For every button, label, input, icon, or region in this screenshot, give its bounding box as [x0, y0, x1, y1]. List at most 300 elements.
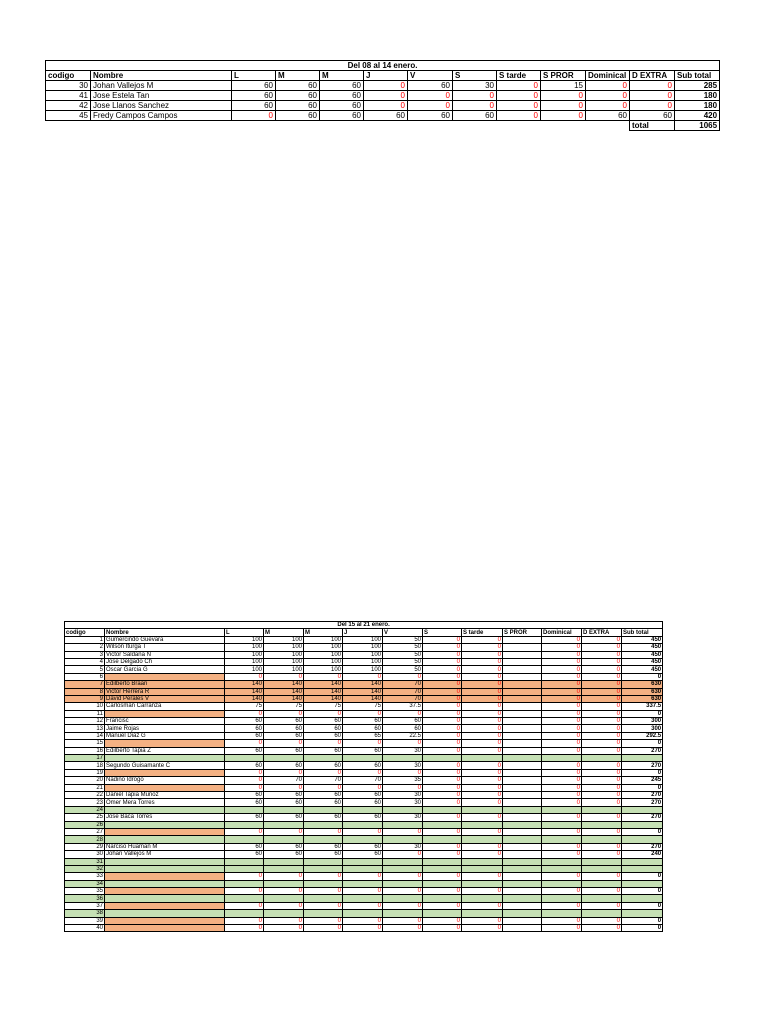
value-cell[interactable]: [383, 910, 423, 917]
subtotal-cell[interactable]: [622, 755, 663, 762]
value-cell[interactable]: 100: [264, 666, 304, 673]
value-cell[interactable]: [304, 865, 343, 872]
value-cell[interactable]: [582, 755, 622, 762]
nombre-cell[interactable]: Segundo Guisamante C: [105, 762, 225, 769]
column-header[interactable]: S tarde: [462, 629, 503, 636]
value-cell[interactable]: [264, 865, 304, 872]
value-cell[interactable]: 100: [304, 644, 343, 651]
value-cell[interactable]: 70: [264, 777, 304, 784]
value-cell[interactable]: [383, 806, 423, 813]
value-cell[interactable]: 100: [304, 666, 343, 673]
value-cell[interactable]: 0: [423, 688, 462, 695]
value-cell[interactable]: 50: [383, 658, 423, 665]
nombre-cell[interactable]: Daniel Tapia Muñoz: [105, 791, 225, 798]
value-cell[interactable]: [383, 895, 423, 902]
value-cell[interactable]: 60: [453, 111, 497, 121]
value-cell[interactable]: 0: [462, 688, 503, 695]
subtotal-cell[interactable]: 0: [622, 873, 663, 880]
codigo-cell[interactable]: 39: [65, 917, 105, 924]
value-cell[interactable]: 0: [497, 91, 541, 101]
value-cell[interactable]: 0: [541, 111, 586, 121]
value-cell[interactable]: [503, 673, 542, 680]
value-cell[interactable]: 0: [383, 769, 423, 776]
value-cell[interactable]: 0: [542, 732, 582, 739]
value-cell[interactable]: 0: [343, 873, 383, 880]
codigo-cell[interactable]: 40: [65, 925, 105, 932]
codigo-cell[interactable]: 30: [65, 851, 105, 858]
value-cell[interactable]: 60: [264, 814, 304, 821]
value-cell[interactable]: 0: [343, 902, 383, 909]
value-cell[interactable]: 100: [264, 658, 304, 665]
value-cell[interactable]: 0: [542, 799, 582, 806]
value-cell[interactable]: [503, 651, 542, 658]
value-cell[interactable]: 0: [423, 843, 462, 850]
value-cell[interactable]: 0: [423, 902, 462, 909]
value-cell[interactable]: [343, 836, 383, 843]
value-cell[interactable]: 100: [225, 651, 264, 658]
value-cell[interactable]: 0: [304, 828, 343, 835]
value-cell[interactable]: 0: [542, 777, 582, 784]
subtotal-cell[interactable]: 180: [675, 91, 720, 101]
column-header[interactable]: Nombre: [91, 71, 232, 81]
value-cell[interactable]: 0: [582, 799, 622, 806]
value-cell[interactable]: 60: [364, 111, 408, 121]
value-cell[interactable]: 140: [343, 688, 383, 695]
value-cell[interactable]: 0: [423, 732, 462, 739]
value-cell[interactable]: 0: [462, 718, 503, 725]
nombre-cell[interactable]: [105, 673, 225, 680]
value-cell[interactable]: [423, 858, 462, 865]
value-cell[interactable]: 0: [225, 769, 264, 776]
nombre-cell[interactable]: Gumercindo Guevara: [105, 636, 225, 643]
value-cell[interactable]: [582, 910, 622, 917]
value-cell[interactable]: 15: [541, 81, 586, 91]
value-cell[interactable]: [503, 836, 542, 843]
codigo-cell[interactable]: 2: [65, 644, 105, 651]
value-cell[interactable]: 0: [582, 784, 622, 791]
value-cell[interactable]: 0: [364, 91, 408, 101]
value-cell[interactable]: 0: [542, 843, 582, 850]
column-header[interactable]: M: [264, 629, 304, 636]
value-cell[interactable]: 0: [423, 873, 462, 880]
column-header[interactable]: S: [453, 71, 497, 81]
subtotal-cell[interactable]: [622, 858, 663, 865]
nombre-cell[interactable]: [105, 858, 225, 865]
value-cell[interactable]: 60: [304, 747, 343, 754]
value-cell[interactable]: [582, 821, 622, 828]
value-cell[interactable]: 0: [264, 784, 304, 791]
value-cell[interactable]: 60: [630, 111, 675, 121]
value-cell[interactable]: 100: [264, 636, 304, 643]
value-cell[interactable]: 0: [304, 710, 343, 717]
codigo-cell[interactable]: 32: [65, 865, 105, 872]
value-cell[interactable]: 60: [264, 799, 304, 806]
subtotal-cell[interactable]: [622, 865, 663, 872]
value-cell[interactable]: 0: [541, 91, 586, 101]
value-cell[interactable]: 0: [383, 917, 423, 924]
value-cell[interactable]: 0: [264, 917, 304, 924]
codigo-cell[interactable]: 6: [65, 673, 105, 680]
value-cell[interactable]: 0: [343, 917, 383, 924]
value-cell[interactable]: 0: [582, 725, 622, 732]
value-cell[interactable]: 0: [225, 828, 264, 835]
value-cell[interactable]: 0: [423, 718, 462, 725]
value-cell[interactable]: [264, 895, 304, 902]
value-cell[interactable]: 0: [364, 81, 408, 91]
value-cell[interactable]: 0: [462, 769, 503, 776]
nombre-cell[interactable]: [105, 806, 225, 813]
codigo-cell[interactable]: 10: [65, 703, 105, 710]
value-cell[interactable]: 0: [343, 673, 383, 680]
subtotal-cell[interactable]: 270: [622, 843, 663, 850]
value-cell[interactable]: [225, 806, 264, 813]
value-cell[interactable]: 140: [264, 688, 304, 695]
value-cell[interactable]: 0: [383, 784, 423, 791]
value-cell[interactable]: 0: [582, 814, 622, 821]
value-cell[interactable]: 0: [462, 703, 503, 710]
value-cell[interactable]: [542, 806, 582, 813]
value-cell[interactable]: 60: [343, 814, 383, 821]
value-cell[interactable]: 0: [304, 925, 343, 932]
column-header[interactable]: Dominical: [586, 71, 630, 81]
value-cell[interactable]: 0: [423, 710, 462, 717]
value-cell[interactable]: [462, 910, 503, 917]
value-cell[interactable]: 60: [343, 791, 383, 798]
value-cell[interactable]: 30: [383, 747, 423, 754]
value-cell[interactable]: 60: [225, 718, 264, 725]
value-cell[interactable]: 60: [225, 799, 264, 806]
value-cell[interactable]: 50: [383, 666, 423, 673]
codigo-cell[interactable]: 15: [65, 740, 105, 747]
value-cell[interactable]: 60: [225, 725, 264, 732]
value-cell[interactable]: 60: [343, 725, 383, 732]
value-cell[interactable]: 0: [304, 784, 343, 791]
subtotal-cell[interactable]: [622, 895, 663, 902]
codigo-cell[interactable]: 22: [65, 791, 105, 798]
value-cell[interactable]: 0: [542, 673, 582, 680]
subtotal-cell[interactable]: [622, 821, 663, 828]
value-cell[interactable]: 0: [462, 843, 503, 850]
value-cell[interactable]: [503, 695, 542, 702]
codigo-cell[interactable]: 36: [65, 895, 105, 902]
value-cell[interactable]: 60: [225, 814, 264, 821]
value-cell[interactable]: 140: [264, 681, 304, 688]
nombre-cell[interactable]: Jaime Rojas: [105, 725, 225, 732]
value-cell[interactable]: [304, 821, 343, 828]
subtotal-cell[interactable]: 0: [622, 917, 663, 924]
value-cell[interactable]: [582, 865, 622, 872]
column-header[interactable]: M: [276, 71, 320, 81]
column-header[interactable]: V: [408, 71, 453, 81]
value-cell[interactable]: 75: [304, 703, 343, 710]
value-cell[interactable]: [343, 821, 383, 828]
value-cell[interactable]: 140: [225, 681, 264, 688]
subtotal-cell[interactable]: 0: [622, 673, 663, 680]
value-cell[interactable]: 0: [383, 851, 423, 858]
value-cell[interactable]: 50: [383, 651, 423, 658]
value-cell[interactable]: 0: [582, 703, 622, 710]
value-cell[interactable]: 0: [423, 814, 462, 821]
value-cell[interactable]: 60: [304, 725, 343, 732]
value-cell[interactable]: 60: [343, 762, 383, 769]
subtotal-cell[interactable]: 270: [622, 791, 663, 798]
value-cell[interactable]: [423, 755, 462, 762]
value-cell[interactable]: [264, 880, 304, 887]
value-cell[interactable]: [225, 858, 264, 865]
value-cell[interactable]: [542, 865, 582, 872]
value-cell[interactable]: [503, 814, 542, 821]
value-cell[interactable]: 0: [542, 740, 582, 747]
value-cell[interactable]: 0: [383, 710, 423, 717]
value-cell[interactable]: 0: [343, 925, 383, 932]
nombre-cell[interactable]: Manuel Diaz G: [105, 732, 225, 739]
value-cell[interactable]: 0: [542, 814, 582, 821]
value-cell[interactable]: 0: [423, 828, 462, 835]
subtotal-cell[interactable]: 450: [622, 651, 663, 658]
value-cell[interactable]: 0: [453, 101, 497, 111]
value-cell[interactable]: [423, 836, 462, 843]
value-cell[interactable]: [383, 755, 423, 762]
value-cell[interactable]: [503, 917, 542, 924]
value-cell[interactable]: 0: [264, 828, 304, 835]
value-cell[interactable]: 0: [462, 784, 503, 791]
codigo-cell[interactable]: 5: [65, 666, 105, 673]
value-cell[interactable]: 0: [542, 828, 582, 835]
value-cell[interactable]: 0: [462, 814, 503, 821]
value-cell[interactable]: 60: [320, 81, 364, 91]
value-cell[interactable]: 0: [462, 917, 503, 924]
value-cell[interactable]: 0: [423, 917, 462, 924]
value-cell[interactable]: 60: [264, 732, 304, 739]
value-cell[interactable]: [423, 895, 462, 902]
value-cell[interactable]: 50: [383, 644, 423, 651]
value-cell[interactable]: 30: [383, 791, 423, 798]
column-header[interactable]: L: [232, 71, 276, 81]
value-cell[interactable]: 140: [304, 695, 343, 702]
value-cell[interactable]: [225, 895, 264, 902]
value-cell[interactable]: [423, 865, 462, 872]
value-cell[interactable]: [503, 747, 542, 754]
value-cell[interactable]: 100: [343, 666, 383, 673]
value-cell[interactable]: [383, 821, 423, 828]
value-cell[interactable]: 0: [582, 740, 622, 747]
value-cell[interactable]: 0: [542, 644, 582, 651]
value-cell[interactable]: 30: [383, 762, 423, 769]
codigo-cell[interactable]: 42: [46, 101, 91, 111]
value-cell[interactable]: [503, 718, 542, 725]
nombre-cell[interactable]: [105, 880, 225, 887]
value-cell[interactable]: [503, 902, 542, 909]
value-cell[interactable]: [383, 836, 423, 843]
subtotal-cell[interactable]: 630: [622, 695, 663, 702]
nombre-cell[interactable]: [105, 836, 225, 843]
value-cell[interactable]: 0: [423, 925, 462, 932]
value-cell[interactable]: 0: [542, 658, 582, 665]
value-cell[interactable]: [304, 910, 343, 917]
value-cell[interactable]: [343, 910, 383, 917]
value-cell[interactable]: [304, 755, 343, 762]
codigo-cell[interactable]: 28: [65, 836, 105, 843]
value-cell[interactable]: 0: [225, 673, 264, 680]
value-cell[interactable]: [542, 910, 582, 917]
value-cell[interactable]: 0: [225, 888, 264, 895]
value-cell[interactable]: 0: [542, 902, 582, 909]
value-cell[interactable]: 0: [542, 703, 582, 710]
nombre-cell[interactable]: [105, 917, 225, 924]
value-cell[interactable]: 0: [383, 740, 423, 747]
value-cell[interactable]: 0: [423, 799, 462, 806]
value-cell[interactable]: 100: [304, 658, 343, 665]
value-cell[interactable]: [582, 836, 622, 843]
codigo-cell[interactable]: 11: [65, 710, 105, 717]
value-cell[interactable]: 0: [343, 888, 383, 895]
value-cell[interactable]: 140: [304, 681, 343, 688]
value-cell[interactable]: [225, 755, 264, 762]
value-cell[interactable]: 0: [264, 769, 304, 776]
value-cell[interactable]: 60: [343, 799, 383, 806]
value-cell[interactable]: 0: [408, 91, 453, 101]
value-cell[interactable]: 60: [225, 851, 264, 858]
value-cell[interactable]: 0: [462, 636, 503, 643]
value-cell[interactable]: 60: [320, 111, 364, 121]
value-cell[interactable]: 70: [383, 688, 423, 695]
value-cell[interactable]: 0: [542, 695, 582, 702]
value-cell[interactable]: 0: [343, 828, 383, 835]
subtotal-cell[interactable]: 245: [622, 777, 663, 784]
value-cell[interactable]: [264, 821, 304, 828]
value-cell[interactable]: 0: [541, 101, 586, 111]
value-cell[interactable]: [582, 880, 622, 887]
nombre-cell[interactable]: Nadino Idrogo: [105, 777, 225, 784]
column-header[interactable]: M: [320, 71, 364, 81]
value-cell[interactable]: 60: [320, 91, 364, 101]
value-cell[interactable]: 30: [383, 814, 423, 821]
value-cell[interactable]: 0: [542, 710, 582, 717]
value-cell[interactable]: 0: [542, 718, 582, 725]
value-cell[interactable]: 0: [582, 658, 622, 665]
value-cell[interactable]: [462, 821, 503, 828]
value-cell[interactable]: [503, 644, 542, 651]
value-cell[interactable]: 0: [542, 636, 582, 643]
nombre-cell[interactable]: [105, 740, 225, 747]
value-cell[interactable]: 0: [462, 873, 503, 880]
codigo-cell[interactable]: 23: [65, 799, 105, 806]
column-header[interactable]: codigo: [46, 71, 91, 81]
value-cell[interactable]: [503, 666, 542, 673]
value-cell[interactable]: [503, 865, 542, 872]
value-cell[interactable]: 0: [462, 888, 503, 895]
value-cell[interactable]: [542, 895, 582, 902]
value-cell[interactable]: 0: [304, 740, 343, 747]
column-header[interactable]: J: [364, 71, 408, 81]
value-cell[interactable]: 37.5: [383, 703, 423, 710]
nombre-cell[interactable]: Jose Estela Tan: [91, 91, 232, 101]
value-cell[interactable]: 0: [586, 101, 630, 111]
value-cell[interactable]: 60: [343, 718, 383, 725]
column-header[interactable]: Dominical: [542, 629, 582, 636]
value-cell[interactable]: 140: [343, 695, 383, 702]
codigo-cell[interactable]: 30: [46, 81, 91, 91]
value-cell[interactable]: 30: [383, 843, 423, 850]
value-cell[interactable]: 0: [462, 732, 503, 739]
total-label[interactable]: total: [630, 121, 675, 131]
value-cell[interactable]: 60: [304, 762, 343, 769]
subtotal-cell[interactable]: 180: [675, 101, 720, 111]
column-header[interactable]: M: [304, 629, 343, 636]
value-cell[interactable]: [264, 858, 304, 865]
value-cell[interactable]: 0: [225, 873, 264, 880]
subtotal-cell[interactable]: 285: [675, 81, 720, 91]
value-cell[interactable]: 60: [276, 81, 320, 91]
value-cell[interactable]: 60: [304, 732, 343, 739]
codigo-cell[interactable]: 31: [65, 858, 105, 865]
value-cell[interactable]: 70: [383, 681, 423, 688]
codigo-cell[interactable]: 1: [65, 636, 105, 643]
value-cell[interactable]: 70: [304, 777, 343, 784]
value-cell[interactable]: 0: [423, 673, 462, 680]
value-cell[interactable]: 60: [232, 91, 276, 101]
value-cell[interactable]: [503, 843, 542, 850]
value-cell[interactable]: [343, 895, 383, 902]
value-cell[interactable]: [503, 895, 542, 902]
nombre-cell[interactable]: Jose Llanos Sanchez: [91, 101, 232, 111]
value-cell[interactable]: [343, 865, 383, 872]
value-cell[interactable]: 0: [462, 799, 503, 806]
value-cell[interactable]: 0: [304, 917, 343, 924]
value-cell[interactable]: [542, 755, 582, 762]
value-cell[interactable]: 0: [462, 777, 503, 784]
codigo-cell[interactable]: 13: [65, 725, 105, 732]
value-cell[interactable]: 0: [423, 777, 462, 784]
value-cell[interactable]: [264, 836, 304, 843]
value-cell[interactable]: 0: [542, 784, 582, 791]
nombre-cell[interactable]: [105, 873, 225, 880]
value-cell[interactable]: 0: [383, 888, 423, 895]
value-cell[interactable]: 0: [542, 688, 582, 695]
value-cell[interactable]: 0: [264, 873, 304, 880]
subtotal-cell[interactable]: [622, 806, 663, 813]
subtotal-cell[interactable]: 0: [622, 888, 663, 895]
value-cell[interactable]: 60: [264, 718, 304, 725]
value-cell[interactable]: [304, 806, 343, 813]
codigo-cell[interactable]: 20: [65, 777, 105, 784]
value-cell[interactable]: [264, 755, 304, 762]
value-cell[interactable]: [503, 806, 542, 813]
codigo-cell[interactable]: 18: [65, 762, 105, 769]
value-cell[interactable]: 0: [264, 673, 304, 680]
subtotal-cell[interactable]: 337.5: [622, 703, 663, 710]
value-cell[interactable]: [423, 806, 462, 813]
value-cell[interactable]: 60: [408, 81, 453, 91]
subtotal-cell[interactable]: 300: [622, 725, 663, 732]
subtotal-cell[interactable]: 0: [622, 740, 663, 747]
value-cell[interactable]: 0: [408, 101, 453, 111]
value-cell[interactable]: 140: [343, 681, 383, 688]
value-cell[interactable]: [462, 865, 503, 872]
column-header[interactable]: V: [383, 629, 423, 636]
value-cell[interactable]: 0: [582, 651, 622, 658]
value-cell[interactable]: 0: [582, 791, 622, 798]
value-cell[interactable]: [503, 777, 542, 784]
value-cell[interactable]: [582, 895, 622, 902]
codigo-cell[interactable]: 25: [65, 814, 105, 821]
value-cell[interactable]: 0: [343, 784, 383, 791]
column-header[interactable]: S: [423, 629, 462, 636]
value-cell[interactable]: 0: [582, 681, 622, 688]
column-header[interactable]: J: [343, 629, 383, 636]
value-cell[interactable]: 140: [304, 688, 343, 695]
value-cell[interactable]: 0: [582, 695, 622, 702]
